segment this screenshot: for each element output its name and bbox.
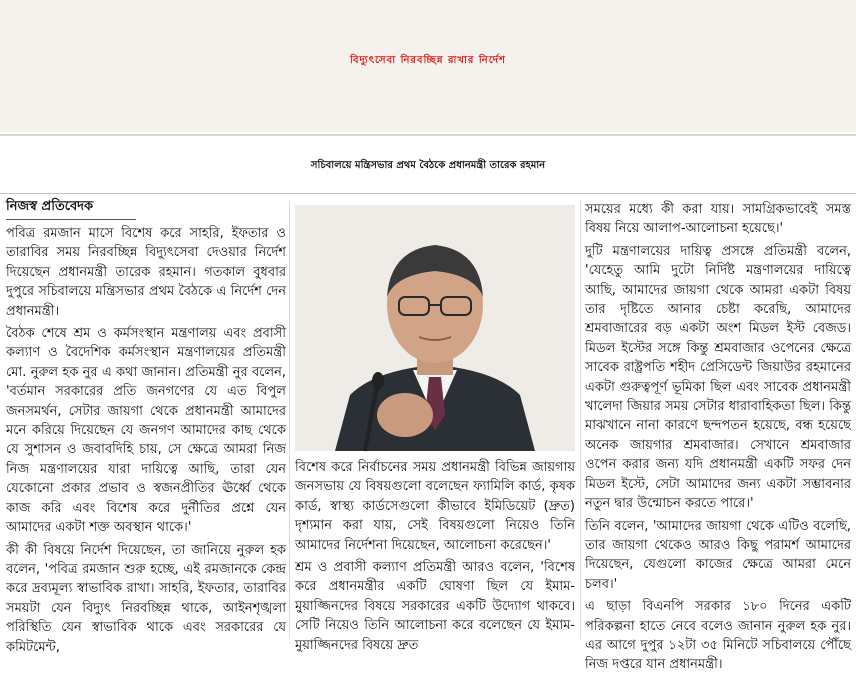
paragraph: এ ছাড়া বিএনপি সরকার ১৮০ দিনের একটি পরিকল্পনা হাতে নেবে বলেও জানান নুরুল হক নুর। এর আগে দুপুর ১২টা ৩৫ মিনিটে সচিবালয়ে পৌঁছে নিজ দপ্তরে যান প্রধানমন্ত্রী। — [585, 599, 851, 673]
paragraph: দুটি মন্ত্রণালয়ের দায়িত্ব প্রসঙ্গে প্রতিমন্ত্রী বলেন, 'যেহেতু আমি দুটো নির্দিষ্ট মন্ত্রণালয়ের দায়িত্বে আছি, আমাদের জায়গা থেকে আমরা একটা বিষয় তার দৃষ্টিতে আনার চেষ্টা করেছি, আমাদের শ্রমবাজারের বড় একটা অংশ মিডল ইস্ট বেজড। মিডল ইস্টের সঙ্গে কিন্তু শ্রমবাজার ওপেনের ক্ষেত্রে সাবেক রাষ্ট্রপতি শহীদ প্রেসিডেন্ট জিয়াউর রহমানের একটা গুরুত্বপূর্ণ ভূমিকা ছিল এবং সাবেক প্রধানমন্ত্রী খালেদা জিয়ার সময় সেটার ধারাবাহিকতা ছিল। কিন্তু মাঝখানে নানা কারণে ছন্দপতন হয়েছে, বন্ধ হয়েছে অনেক জায়গার শ্রমবাজার। সেখানে শ্রমবাজার ওপেন করার জন্য যদি প্রধানমন্ত্রী একটি সফর দেন মিডল ইস্টে, সেটা আমাদের জন্য একটা সম্ভাবনার নতুন দ্বার উন্মোচন করতে পারে।' — [585, 243, 851, 512]
headline-divider — [0, 134, 856, 136]
paragraph: শ্রম ও প্রবাসী কল্যাণ প্রতিমন্ত্রী আরও বলেন, 'বিশেষ করে প্রধানমন্ত্রীর একটি ঘোষণা ছিল যে ইমাম-মুয়াজ্জিনদের বিষয়ে সরকারের একটি উদ্যোগ থাকবে। সেটি নিয়েও তিনি আলোচনা করে বলেছেন যে ইমাম-মুয়াজ্জিনদের বিষয়ে দ্রুত — [295, 560, 575, 653]
article-column-left — [6, 224, 286, 655]
paragraph: বিশেষ করে নির্বাচনের সময় প্রধানমন্ত্রী বিভিন্ন জায়গায় জনসভায় যে বিষয়গুলো বলেছেন ফ্যামিলি কার্ড, কৃষক কার্ড, স্বাস্থ্য কার্ডসেগুলো কীভাবে ইমিডিয়েট (দ্রুত) দৃশ্যমান করা যায়, সেই বিষয়গুলো নিয়েও তিনি আমাদের নির্দেশনা দিয়েছেন, আলোচনা করেছেন।' — [295, 460, 575, 553]
paragraph: সময়ের মধ্যে কী করা যায়। সামগ্রিকভাবেই সমস্ত বিষয় নিয়ে আলাপ-আলোচনা হয়েছে।' — [585, 202, 851, 237]
paragraph: কী কী বিষয়ে নির্দেশ দিয়েছেন, তা জানিয়ে নুরুল হক বলেন, 'পবিত্র রমজান শুরু হচ্ছে, এই রমজানকে কেন্দ্র করে দ্রব্যমূল্য স্বাভাবিক রাখা। সাহরি, ইফতার, তারাবির সময়টা যেন বিদ্যুৎ নিরবচ্ছিন্ন থাকে, আইনশৃঙ্খলা পরিস্থিতি যেন স্বাভাবিক থাকে এবং সরকারের যে কমিটমেন্ট, — [6, 542, 286, 655]
subheadline: সচিবালয়ে মন্ত্রিসভার প্রথম বৈঠকে প্রধানমন্ত্রী তারেক রহমান — [310, 160, 546, 171]
article-column-middle — [295, 458, 575, 653]
article-photo — [295, 205, 575, 451]
headline: বিদ্যুৎসেবা নিরবচ্ছিন্ন রাখার নির্দেশ — [350, 55, 506, 66]
column-separator — [580, 200, 581, 639]
paragraph: তিনি বলেন, 'আমাদের জায়গা থেকে এটিও বলেছি, তার জায়গা থেকেও আরও কিছু পরামর্শ আমাদের দিয়েছেন, যেগুলো কাজের ক্ষেত্রে আমরা মেনে চলব।' — [585, 518, 851, 592]
paragraph: বৈঠক শেষে শ্রম ও কর্মসংস্থান মন্ত্রণালয় এবং প্রবাসী কল্যাণ ও বৈদেশিক কর্মসংস্থান মন্ত্রণালয়ের প্রতিমন্ত্রী মো. নুরুল হক নুর এ কথা জানান। প্রতিমন্ত্রী নুর বলেন, 'বর্তমান সরকারের প্রতি জনগণের যে এত বিপুল জনসমর্থন, সেটার জায়গা থেকে প্রধানমন্ত্রী আমাদের মনে করিয়ে দিয়েছেন যে জনগণ আমাদের কাছ থেকে যে সুশাসন ও জবাবদিহি চায়, সে ক্ষেত্রে আমরা নিজ নিজ মন্ত্রণালয়ের যারা দায়িত্বে আছি, তারা যেন যেকোনো প্রকার প্রভাব ও স্বজনপ্রীতির ঊর্ধ্বে থেকে কাজ করি এবং বিশেষ করে দুর্নীতির প্রশ্নে যেন আমাদের একটা শক্ত অবস্থান থাকে।' — [6, 326, 286, 536]
subheadline-divider — [0, 193, 856, 194]
article-column-right — [585, 200, 851, 673]
byline: নিজস্ব প্রতিবেদক — [6, 199, 94, 214]
byline-underline — [6, 219, 136, 220]
prime-minister-photo-icon — [295, 205, 575, 451]
paragraph: পবিত্র রমজান মাসে বিশেষ করে সাহরি, ইফতার ও তারাবির সময় নিরবচ্ছিন্ন বিদ্যুৎসেবা দেওয়ার নির্দেশ দিয়েছেন প্রধানমন্ত্রী তারেক রহমান। গতকাল বুধবার দুপুরে সচিবালয়ে মন্ত্রিসভার প্রথম বৈঠকে এ নির্দেশ দেন প্রধানমন্ত্রী। — [6, 226, 286, 319]
column-separator — [289, 200, 290, 639]
